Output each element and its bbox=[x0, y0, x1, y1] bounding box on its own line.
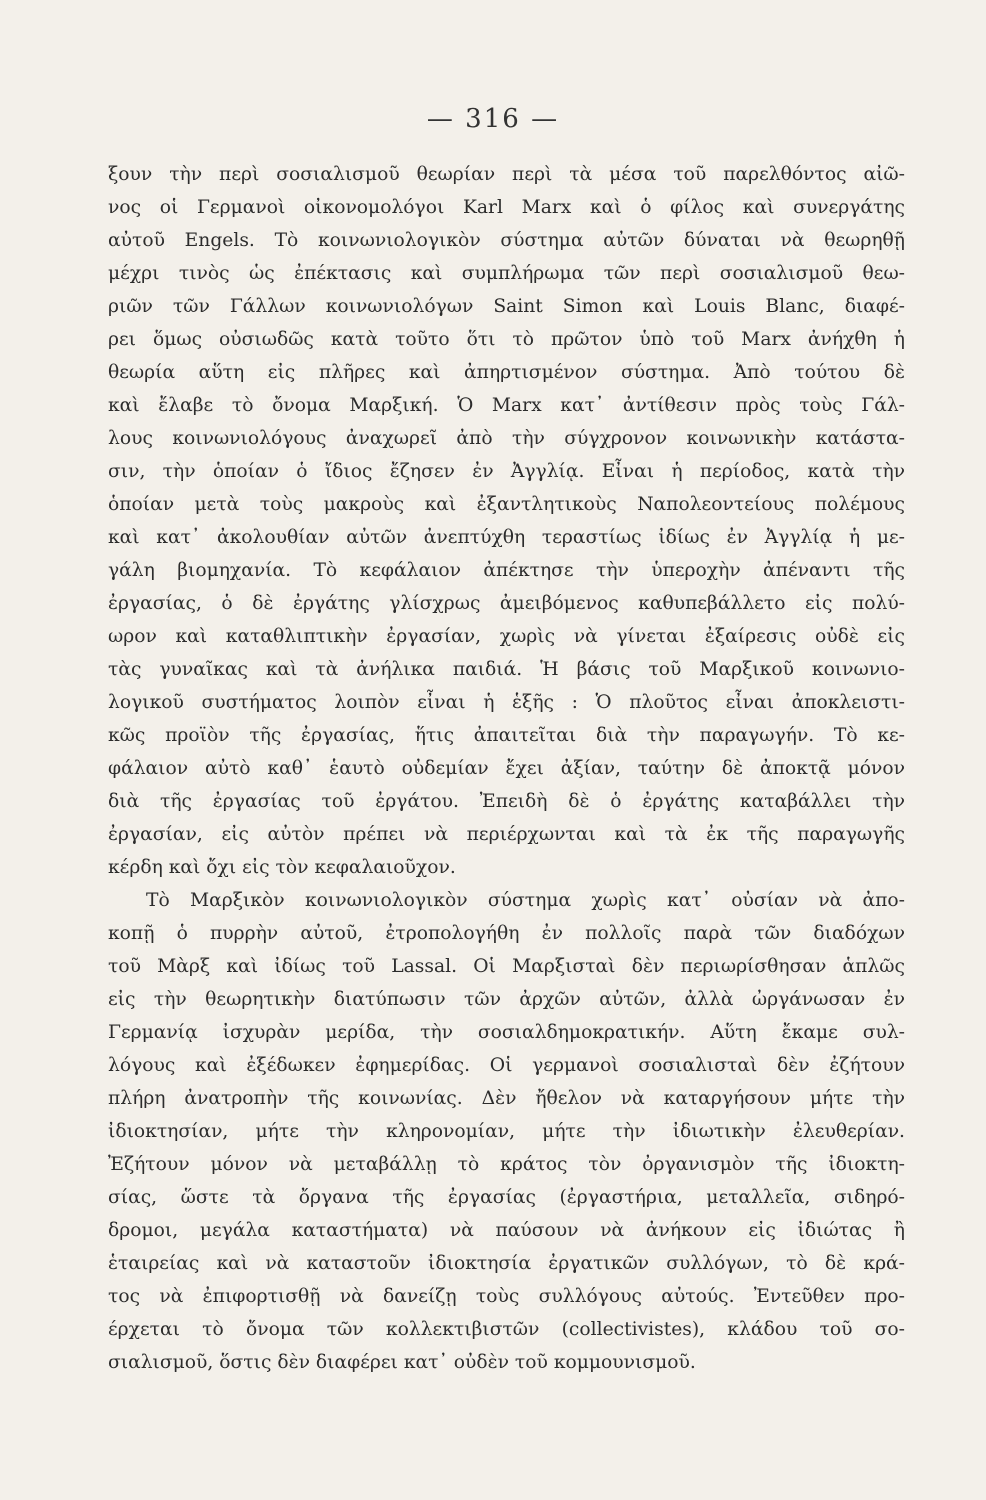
text-line: κοπῇ ὁ πυρρὴν αὐτοῦ, ἐτροπολογήθη ἐν πολλοῖς παρὰ τῶν διαδόχων bbox=[108, 923, 905, 944]
text-line: λογικοῦ συστήματος λοιπὸν εἶναι ἡ ἑξῆς : Ὁ πλοῦτος εἶναι ἀποκλειστι- bbox=[108, 692, 905, 713]
text-line: σιαλισμοῦ, ὅστις δὲν διαφέρει κατ᾽ οὐδὲν τοῦ κομμουνισμοῦ. bbox=[108, 1352, 696, 1373]
text-line: έρχεται τὸ ὄνομα τῶν κολλεκτιβιστῶν (collectivistes), κλάδου τοῦ σο- bbox=[108, 1319, 905, 1340]
text-line: σίας, ὥστε τὰ ὄργανα τῆς ἐργασίας (ἐργαστήρια, μεταλλεῖα, σιδηρό- bbox=[108, 1187, 905, 1208]
text-line: ἐργασίας, ὁ δὲ ἐργάτης γλίσχρως ἀμειβόμενος καθυπεβάλλετο εἰς πολύ- bbox=[108, 593, 905, 614]
text-line: τοῦ Μὰρξ καὶ ἰδίως τοῦ Lassal. Οἱ Μαρξισταὶ δὲν περιωρίσθησαν ἁπλῶς bbox=[108, 956, 905, 977]
paragraph bbox=[108, 884, 905, 1379]
text-line: δρομοι, μεγάλα καταστήματα) νὰ παύσουν νὰ ἀνήκουν εἰς ἰδιώτας ἢ bbox=[108, 1220, 905, 1241]
text-line: ὁποίαν μετὰ τοὺς μακροὺς καὶ ἐξαντλητικοὺς Ναπολεοντείους πολέμους bbox=[108, 494, 905, 515]
text-line: φάλαιον αὐτὸ καθ᾽ ἑαυτὸ οὐδεμίαν ἔχει ἀξίαν, ταύτην δὲ ἀποκτᾷ μόνον bbox=[108, 758, 905, 779]
text-line: τος νὰ ἐπιφορτισθῇ νὰ δανείζῃ τοὺς συλλόγους αὐτούς. Ἐντεῦθεν προ- bbox=[108, 1286, 905, 1307]
text-line: ἐργασίαν, εἰς αὐτὸν πρέπει νὰ περιέρχωνται καὶ τὰ ἐκ τῆς παραγωγῆς bbox=[108, 824, 905, 845]
text-line: λους κοινωνιολόγους ἀναχωρεῖ ἀπὸ τὴν σύγχρονον κοινωνικὴν κατάστα- bbox=[108, 428, 905, 449]
text-line: ἑταιρείας καὶ νὰ καταστοῦν ἰδιοκτησία ἐργατικῶν συλλόγων, τὸ δὲ κρά- bbox=[108, 1253, 905, 1274]
text-line: αὐτοῦ Engels. Τὸ κοινωνιολογικὸν σύστημα αὐτῶν δύναται νὰ θεωρηθῇ bbox=[108, 230, 905, 251]
text-line: ἰδιοκτησίαν, μήτε τὴν κληρονομίαν, μήτε τὴν ἰδιωτικὴν ἐλευθερίαν. bbox=[108, 1121, 905, 1142]
text-line: θεωρία αὕτη εἰς πλῆρες καὶ ἀπηρτισμένον σύστημα. Ἀπὸ τούτου δὲ bbox=[108, 362, 905, 383]
text-line: τὰς γυναῖκας καὶ τὰ ἀνήλικα παιδιά. Ἡ βάσις τοῦ Μαρξικοῦ κοινωνιο- bbox=[108, 659, 905, 680]
text-line: γάλη βιομηχανία. Τὸ κεφάλαιον ἀπέκτησε τὴν ὑπεροχὴν ἀπέναντι τῆς bbox=[108, 560, 905, 581]
text-line: διὰ τῆς ἐργασίας τοῦ ἐργάτου. Ἐπειδὴ δὲ ὁ ἐργάτης καταβάλλει τὴν bbox=[108, 791, 905, 812]
text-line: ριῶν τῶν Γάλλων κοινωνιολόγων Saint Simon καὶ Louis Blanc, διαφέ- bbox=[108, 296, 905, 317]
text-line: Τὸ Μαρξικὸν κοινωνιολογικὸν σύστημα χωρὶς κατ᾽ οὐσίαν νὰ ἀπο- bbox=[146, 890, 905, 911]
text-line: καὶ ἔλαβε τὸ ὄνομα Μαρξική. Ὁ Marx κατ᾽ ἀντίθεσιν πρὸς τοὺς Γάλ- bbox=[108, 395, 905, 416]
text-line: εἰς τὴν θεωρητικὴν διατύπωσιν τῶν ἀρχῶν αὐτῶν, ἀλλὰ ὠργάνωσαν ἐν bbox=[108, 989, 905, 1010]
text-line: ξουν τὴν περὶ σοσιαλισμοῦ θεωρίαν περὶ τὰ μέσα τοῦ παρελθόντος αἰῶ- bbox=[108, 164, 905, 185]
body-text bbox=[108, 158, 905, 1379]
text-line: κῶς προϊὸν τῆς ἐργασίας, ἥτις ἀπαιτεῖται διὰ τὴν παραγωγήν. Τὸ κε- bbox=[108, 725, 905, 746]
text-line: νος οἱ Γερμανοὶ οἰκονομολόγοι Karl Marx καὶ ὁ φίλος καὶ συνεργάτης bbox=[108, 197, 905, 218]
text-line: σιν, τὴν ὁποίαν ὁ ἴδιος ἔζησεν ἐν Ἀγγλίᾳ. Εἶναι ἡ περίοδος, κατὰ τὴν bbox=[108, 461, 905, 482]
text-line: Γερμανίᾳ ἰσχυρὰν μερίδα, τὴν σοσιαλδημοκρατικήν. Αὕτη ἔκαμε συλ- bbox=[108, 1022, 905, 1043]
text-line: μέχρι τινὸς ὡς ἐπέκτασις καὶ συμπλήρωμα τῶν περὶ σοσιαλισμοῦ θεω- bbox=[108, 263, 905, 284]
paragraph bbox=[108, 158, 905, 884]
text-line: ωρον καὶ καταθλιπτικὴν ἐργασίαν, χωρὶς νὰ γίνεται ἐξαίρεσις οὐδὲ εἰς bbox=[108, 626, 905, 647]
page-number: — 316 — bbox=[426, 104, 560, 134]
text-line: ρει ὅμως οὐσιωδῶς κατὰ τοῦτο ὅτι τὸ πρῶτον ὑπὸ τοῦ Marx ἀνήχθη ἡ bbox=[108, 329, 905, 350]
text-line: λόγους καὶ ἐξέδωκεν ἐφημερίδας. Οἱ γερμανοὶ σοσιαλισταὶ δὲν ἐζήτουν bbox=[108, 1055, 905, 1076]
text-line: καὶ κατ᾽ ἀκολουθίαν αὐτῶν ἀνεπτύχθη τεραστίως ἰδίως ἐν Ἀγγλίᾳ ἡ με- bbox=[108, 527, 905, 548]
text-line: Ἐζήτουν μόνον νὰ μεταβάλλῃ τὸ κράτος τὸν ὀργανισμὸν τῆς ἰδιοκτη- bbox=[108, 1154, 905, 1175]
text-line: πλήρη ἀνατροπὴν τῆς κοινωνίας. Δὲν ἤθελον νὰ καταργήσουν μήτε τὴν bbox=[108, 1088, 905, 1109]
text-line: κέρδη καὶ ὄχι εἰς τὸν κεφαλαιοῦχον. bbox=[108, 857, 456, 878]
